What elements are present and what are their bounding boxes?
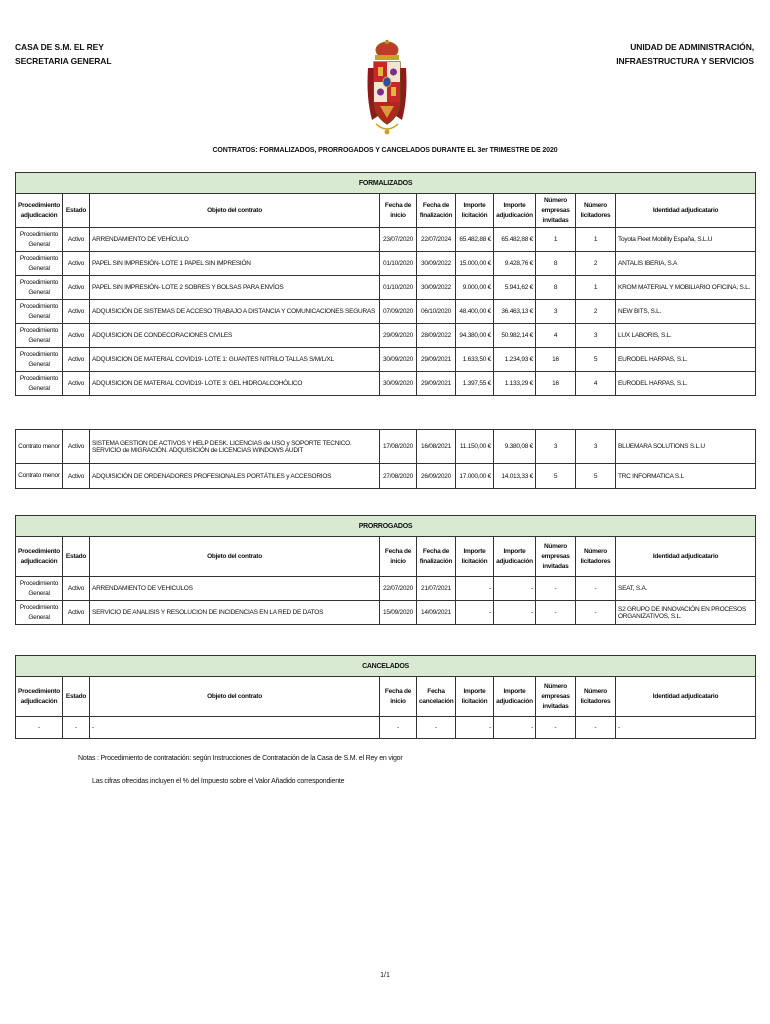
cancelados-table — [15, 655, 756, 739]
cell-importe-licitacion: 65.482,88 € — [456, 228, 494, 252]
cell-num-licitadores: 2 — [576, 252, 616, 276]
cell-objeto: PAPEL SIN IMPRESIÓN- LOTE 1 PAPEL SIN IMPRESIÓN — [90, 252, 380, 276]
cell-procedimiento: - — [16, 717, 63, 739]
col-procedimiento: Procedimiento adjudicación — [16, 537, 63, 577]
cell-importe-licitacion: 1.633,50 € — [456, 348, 494, 372]
cell-identidad: EURODEL HARPAS, S.L. — [616, 348, 756, 372]
cell-procedimiento: Procedimiento General — [16, 252, 63, 276]
cell-procedimiento: Procedimiento General — [16, 300, 63, 324]
cell-objeto: ADQUISICION DE MATERIAL COVID19- LOTE 3: GEL HIDROALCOHÓLICO — [90, 372, 380, 396]
cell-importe-licitacion: 9.000,00 € — [456, 276, 494, 300]
cell-fecha-inicio: 17/08/2020 — [380, 430, 417, 464]
cell-estado: Activo — [63, 430, 90, 464]
cell-fecha-fin: 16/08/2021 — [417, 430, 456, 464]
col-importe-licitacion: Importe licitación — [456, 537, 494, 577]
cell-objeto: SERVICIO DE ANALISIS Y RESOLUCION DE INCIDENCIAS EN LA RED DE DATOS — [90, 601, 380, 625]
table-row — [16, 348, 756, 372]
col-fecha-inicio: Fecha de inicio — [380, 537, 417, 577]
cell-num-empresas: 4 — [536, 324, 576, 348]
cell-importe-adjudicacion: 65.482,88 € — [494, 228, 536, 252]
col-estado: Estado — [63, 677, 90, 717]
cell-num-empresas: 1 — [536, 228, 576, 252]
cell-identidad: LUX LABORIS, S.L. — [616, 324, 756, 348]
col-importe-adjudicacion: Importe adjudicación — [494, 677, 536, 717]
cell-num-licitadores: - — [576, 577, 616, 601]
cell-num-licitadores: 1 — [576, 276, 616, 300]
cell-fecha-inicio: 27/08/2020 — [380, 464, 417, 489]
cell-fecha-inicio: 15/09/2020 — [380, 601, 417, 625]
cell-objeto: ARRENDAMIENTO DE VEHÍCULO — [90, 228, 380, 252]
notes-vat: Las cifras ofrecidas incluyen el % del Impuesto sobre el Valor Añadido correspondiente — [92, 778, 345, 785]
cell-procedimiento: Contrato menor — [16, 464, 63, 489]
cell-objeto: PAPEL SIN IMPRESIÓN- LOTE 2 SOBRES Y BOLSAS PARA ENVÍOS — [90, 276, 380, 300]
cell-fecha-inicio: 23/07/2020 — [380, 228, 417, 252]
table-row — [16, 324, 756, 348]
table-row — [16, 252, 756, 276]
col-importe-adjudicacion: Importe adjudicación — [494, 537, 536, 577]
cell-estado: Activo — [63, 464, 90, 489]
cancelados-section-title: CANCELADOS — [16, 656, 756, 677]
unit-name-line1: UNIDAD DE ADMINISTRACIÓN, — [630, 42, 754, 52]
cell-objeto: ADQUISICION DE MATERIAL COVID19- LOTE 1: GUANTES NITRILO TALLAS S/M/L/XL — [90, 348, 380, 372]
cell-importe-adjudicacion: 5.941,62 € — [494, 276, 536, 300]
cell-num-empresas: - — [536, 577, 576, 601]
table-row — [16, 430, 756, 464]
cell-num-empresas: 3 — [536, 430, 576, 464]
cell-objeto: ADQUISICIÓN DE ORDENADORES PROFESIONALES PORTÁTILES y ACCESORIOS — [90, 464, 380, 489]
cell-identidad: SEAT, S.A. — [616, 577, 756, 601]
col-estado: Estado — [63, 537, 90, 577]
cell-fecha-inicio: 22/07/2020 — [380, 577, 417, 601]
table-row — [16, 717, 756, 739]
page-number: 1/1 — [380, 972, 390, 979]
cell-importe-adjudicacion: - — [494, 601, 536, 625]
cell-num-licitadores: 5 — [576, 348, 616, 372]
cell-fecha-inicio: 07/09/2020 — [380, 300, 417, 324]
col-estado: Estado — [63, 194, 90, 228]
col-fecha-fin: Fecha de finalización — [417, 537, 456, 577]
col-identidad: Identidad adjudicatario — [616, 194, 756, 228]
table-row — [16, 228, 756, 252]
cell-procedimiento: Procedimiento General — [16, 348, 63, 372]
cell-num-empresas: 5 — [536, 464, 576, 489]
cell-fecha-fin: 06/10/2020 — [417, 300, 456, 324]
cell-fecha-inicio: 29/09/2020 — [380, 324, 417, 348]
col-importe-licitacion: Importe licitación — [456, 677, 494, 717]
cell-num-empresas: 8 — [536, 276, 576, 300]
col-identidad: Identidad adjudicatario — [616, 537, 756, 577]
prorrogados-table — [15, 515, 756, 625]
cell-importe-adjudicacion: 1.133,29 € — [494, 372, 536, 396]
cell-identidad: BLUEMARA SOLUTIONS S.L.U — [616, 430, 756, 464]
cell-importe-licitacion: 1.397,55 € — [456, 372, 494, 396]
table-row — [16, 601, 756, 625]
cell-fecha-fin: 30/09/2022 — [417, 252, 456, 276]
header-right — [616, 40, 754, 68]
cell-identidad: Toyota Fleet Mobility España, S.L.U — [616, 228, 756, 252]
cell-fecha-inicio: 30/09/2020 — [380, 348, 417, 372]
cell-importe-licitacion: 48.400,00 € — [456, 300, 494, 324]
cell-identidad: S2 GRUPO DE INNOVACIÓN EN PROCESOS ORGANIZATIVOS, S.L. — [616, 601, 756, 625]
col-fecha-inicio: Fecha de inicio — [380, 194, 417, 228]
cell-estado: Activo — [63, 324, 90, 348]
cell-fecha-fin: 22/07/2024 — [417, 228, 456, 252]
cell-fecha-inicio: 01/10/2020 — [380, 276, 417, 300]
cell-importe-adjudicacion: 1.234,93 € — [494, 348, 536, 372]
cell-num-empresas: - — [536, 717, 576, 739]
cell-num-licitadores: 3 — [576, 324, 616, 348]
cell-num-empresas: 8 — [536, 252, 576, 276]
cell-estado: Activo — [63, 252, 90, 276]
col-importe-adjudicacion: Importe adjudicación — [494, 194, 536, 228]
cell-estado: Activo — [63, 348, 90, 372]
cell-identidad: NEW BITS, S.L. — [616, 300, 756, 324]
col-procedimiento: Procedimiento adjudicación — [16, 194, 63, 228]
col-objeto: Objeto del contrato — [90, 677, 380, 717]
cell-estado: Activo — [63, 601, 90, 625]
cell-fecha-fin: 28/09/2022 — [417, 324, 456, 348]
cell-importe-adjudicacion: - — [494, 577, 536, 601]
cell-fecha-inicio: - — [380, 717, 417, 739]
col-identidad: Identidad adjudicatario — [616, 677, 756, 717]
cell-num-licitadores: 4 — [576, 372, 616, 396]
formalizados-table — [15, 172, 756, 396]
cell-num-licitadores: 3 — [576, 430, 616, 464]
cell-objeto: ARRENDAMIENTO DE VEHICULOS — [90, 577, 380, 601]
cell-importe-adjudicacion: 9.380,08 € — [494, 430, 536, 464]
cell-fecha-fin: 29/09/2021 — [417, 372, 456, 396]
cell-num-licitadores: 2 — [576, 300, 616, 324]
formalizados-section-title: FORMALIZADOS — [16, 173, 756, 194]
col-num-licitadores: Número licitadores — [576, 194, 616, 228]
header-left — [15, 40, 111, 68]
col-num-empresas: Número empresas invitadas — [536, 537, 576, 577]
cell-importe-adjudicacion: 9.428,76 € — [494, 252, 536, 276]
cell-num-licitadores: - — [576, 601, 616, 625]
col-fecha-fin: Fecha de finalización — [417, 194, 456, 228]
col-objeto: Objeto del contrato — [90, 537, 380, 577]
cell-fecha-fin: 14/09/2021 — [417, 601, 456, 625]
prorrogados-section-title: PRORROGADOS — [16, 516, 756, 537]
cell-estado: - — [63, 717, 90, 739]
cell-estado: Activo — [63, 228, 90, 252]
cell-fecha-fin: 21/07/2021 — [417, 577, 456, 601]
cell-num-licitadores: 1 — [576, 228, 616, 252]
cell-procedimiento: Procedimiento General — [16, 228, 63, 252]
cell-objeto: ADQUISICION DE CONDECORACIONES CIVILES — [90, 324, 380, 348]
cell-estado: Activo — [63, 577, 90, 601]
cell-estado: Activo — [63, 300, 90, 324]
cell-importe-adjudicacion: 14.013,33 € — [494, 464, 536, 489]
cell-objeto: - — [90, 717, 380, 739]
col-importe-licitacion: Importe licitación — [456, 194, 494, 228]
cell-objeto: SISTEMA GESTION DE ACTIVOS Y HELP DESK. LICENCIAS de USO y SOPORTE TECNICO. SERVICIO de MIGRACIÓN. ADQUISICIÓN de LICENCIAS WINDOWS AUDIT — [90, 430, 380, 464]
cell-importe-adjudicacion: - — [494, 717, 536, 739]
cell-estado: Activo — [63, 276, 90, 300]
cell-identidad: EURODEL HARPAS, S.L. — [616, 372, 756, 396]
cell-identidad: KROM MATERIAL Y MOBILIARIO OFICINA, S.L. — [616, 276, 756, 300]
cell-fecha-fin: 29/09/2021 — [417, 348, 456, 372]
notes-procedure: Notas : Procedimiento de contratación: según Instrucciones de Contratación de la Casa de S.M. el Rey en vigor — [78, 755, 403, 762]
cell-procedimiento: Procedimiento General — [16, 577, 63, 601]
cell-importe-licitacion: 17.000,00 € — [456, 464, 494, 489]
cell-fecha-inicio: 30/09/2020 — [380, 372, 417, 396]
cell-procedimiento: Procedimiento General — [16, 601, 63, 625]
royal-crest-icon — [362, 38, 412, 138]
cell-fecha-fin: 26/09/2020 — [417, 464, 456, 489]
cell-procedimiento: Procedimiento General — [16, 372, 63, 396]
cell-fecha-inicio: 01/10/2020 — [380, 252, 417, 276]
cell-estado: Activo — [63, 372, 90, 396]
cell-fecha-fin: 30/09/2022 — [417, 276, 456, 300]
cell-procedimiento: Procedimiento General — [16, 276, 63, 300]
cell-importe-adjudicacion: 50.982,14 € — [494, 324, 536, 348]
table-row — [16, 372, 756, 396]
cell-importe-licitacion: - — [456, 717, 494, 739]
col-fecha-cancelacion: Fecha cancelación — [417, 677, 456, 717]
cell-identidad: TRC INFORMATICA S.L — [616, 464, 756, 489]
cell-num-licitadores: 5 — [576, 464, 616, 489]
col-num-licitadores: Número licitadores — [576, 537, 616, 577]
cell-num-empresas: - — [536, 601, 576, 625]
document-title: CONTRATOS: FORMALIZADOS, PRORROGADOS Y CANCELADOS DURANTE EL 3er TRIMESTRE DE 2020 — [212, 147, 558, 154]
cell-importe-licitacion: - — [456, 601, 494, 625]
contratos-menores-table — [15, 429, 756, 489]
table-row — [16, 577, 756, 601]
cell-identidad: - — [616, 717, 756, 739]
col-num-empresas: Número empresas invitadas — [536, 677, 576, 717]
cell-importe-adjudicacion: 36.463,13 € — [494, 300, 536, 324]
cell-num-empresas: 3 — [536, 300, 576, 324]
cell-objeto: ADQUISICIÓN DE SISTEMAS DE ACCESO TRABAJO A DISTANCIA Y COMUNICACIONES SEGURAS — [90, 300, 380, 324]
cell-procedimiento: Contrato menor — [16, 430, 63, 464]
col-procedimiento: Procedimiento adjudicación — [16, 677, 63, 717]
table-row — [16, 276, 756, 300]
cell-importe-licitacion: 94.380,00 € — [456, 324, 494, 348]
cell-importe-licitacion: - — [456, 577, 494, 601]
cell-fecha-fin: - — [417, 717, 456, 739]
cell-identidad: ANTALIS IBERIA, S.A — [616, 252, 756, 276]
cell-procedimiento: Procedimiento General — [16, 324, 63, 348]
org-department: SECRETARIA GENERAL — [15, 56, 112, 66]
col-num-licitadores: Número licitadores — [576, 677, 616, 717]
col-objeto: Objeto del contrato — [90, 194, 380, 228]
col-num-empresas: Número empresas invitadas — [536, 194, 576, 228]
cell-num-licitadores: - — [576, 717, 616, 739]
org-name: CASA DE S.M. EL REY — [15, 42, 104, 52]
cell-importe-licitacion: 11.150,00 € — [456, 430, 494, 464]
cell-num-empresas: 16 — [536, 348, 576, 372]
table-row — [16, 464, 756, 489]
table-row — [16, 300, 756, 324]
cell-importe-licitacion: 15.000,00 € — [456, 252, 494, 276]
col-fecha-inicio: Fecha de inicio — [380, 677, 417, 717]
cell-num-empresas: 16 — [536, 372, 576, 396]
unit-name-line2: INFRAESTRUCTURA Y SERVICIOS — [616, 56, 754, 66]
